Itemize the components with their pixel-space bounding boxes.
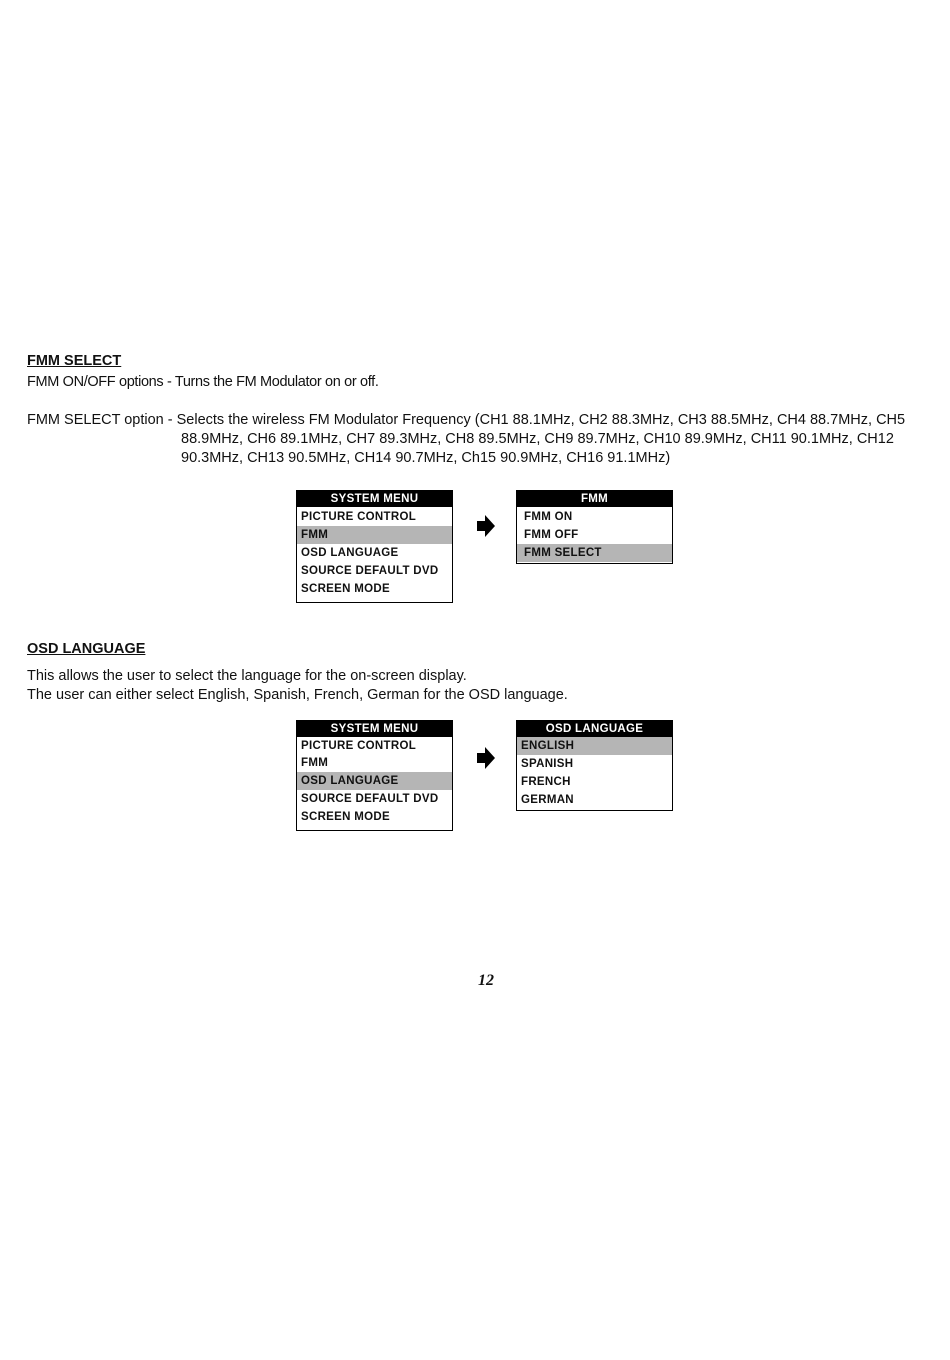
osd-language-heading: OSD LANGUAGE xyxy=(27,641,146,657)
menu-item-fmm-off: FMM OFF xyxy=(524,529,579,541)
menu-item-fmm-selected: FMM xyxy=(297,526,452,544)
fmm-select-description-line1: FMM SELECT option - Selects the wireless FM Modulator Frequency (CH1 88.1MHz, CH2 88.3MHz, CH3 88.5MHz, CH4 88.7MHz, CH5 xyxy=(27,412,906,428)
menu-item-source-default-dvd: SOURCE DEFAULT DVD xyxy=(301,793,439,805)
fmm-submenu-diagram xyxy=(516,490,673,564)
menu-item-german: GERMAN xyxy=(521,794,574,806)
fmm-submenu-title: FMM xyxy=(517,491,672,507)
fmm-select-description-line3: 90.3MHz, CH13 90.5MHz, CH14 90.7MHz, Ch15 90.9MHz, CH16 91.1MHz) xyxy=(181,450,671,466)
menu-item-picture-control: PICTURE CONTROL xyxy=(301,740,417,752)
osd-description-line2: The user can either select English, Spanish, French, German for the OSD language. xyxy=(27,687,568,703)
page-number: 12 xyxy=(478,972,494,989)
system-menu-fmm-diagram xyxy=(296,490,453,603)
system-menu-title: SYSTEM MENU xyxy=(297,721,452,737)
right-arrow-icon xyxy=(477,747,495,769)
menu-item-fmm-select-selected: FMM SELECT xyxy=(517,544,672,562)
fmm-select-heading: FMM SELECT xyxy=(27,353,122,369)
menu-item-screen-mode: SCREEN MODE xyxy=(301,811,390,823)
fmm-onoff-description: FMM ON/OFF options - Turns the FM Modulator on or off. xyxy=(27,374,379,390)
menu-item-fmm: FMM xyxy=(301,757,329,769)
menu-item-osd-language-selected: OSD LANGUAGE xyxy=(297,772,452,790)
menu-item-picture-control: PICTURE CONTROL xyxy=(301,511,417,523)
osd-language-submenu-diagram xyxy=(516,720,673,811)
menu-item-french: FRENCH xyxy=(521,776,571,788)
system-menu-title: SYSTEM MENU xyxy=(297,491,452,507)
system-menu-osd-diagram xyxy=(296,720,453,831)
menu-item-spanish: SPANISH xyxy=(521,758,574,770)
menu-item-english-selected: ENGLISH xyxy=(517,737,672,755)
right-arrow-icon xyxy=(477,515,495,537)
menu-item-osd-language: OSD LANGUAGE xyxy=(301,547,399,559)
menu-item-screen-mode: SCREEN MODE xyxy=(301,583,390,595)
menu-item-fmm-on: FMM ON xyxy=(524,511,573,523)
menu-item-source-default-dvd: SOURCE DEFAULT DVD xyxy=(301,565,439,577)
osd-description-line1: This allows the user to select the language for the on-screen display. xyxy=(27,668,467,684)
fmm-select-description-line2: 88.9MHz, CH6 89.1MHz, CH7 89.3MHz, CH8 89.5MHz, CH9 89.7MHz, CH10 89.9MHz, CH11 90.1MHz, CH12 xyxy=(181,431,894,447)
osd-language-submenu-title: OSD LANGUAGE xyxy=(517,721,672,737)
